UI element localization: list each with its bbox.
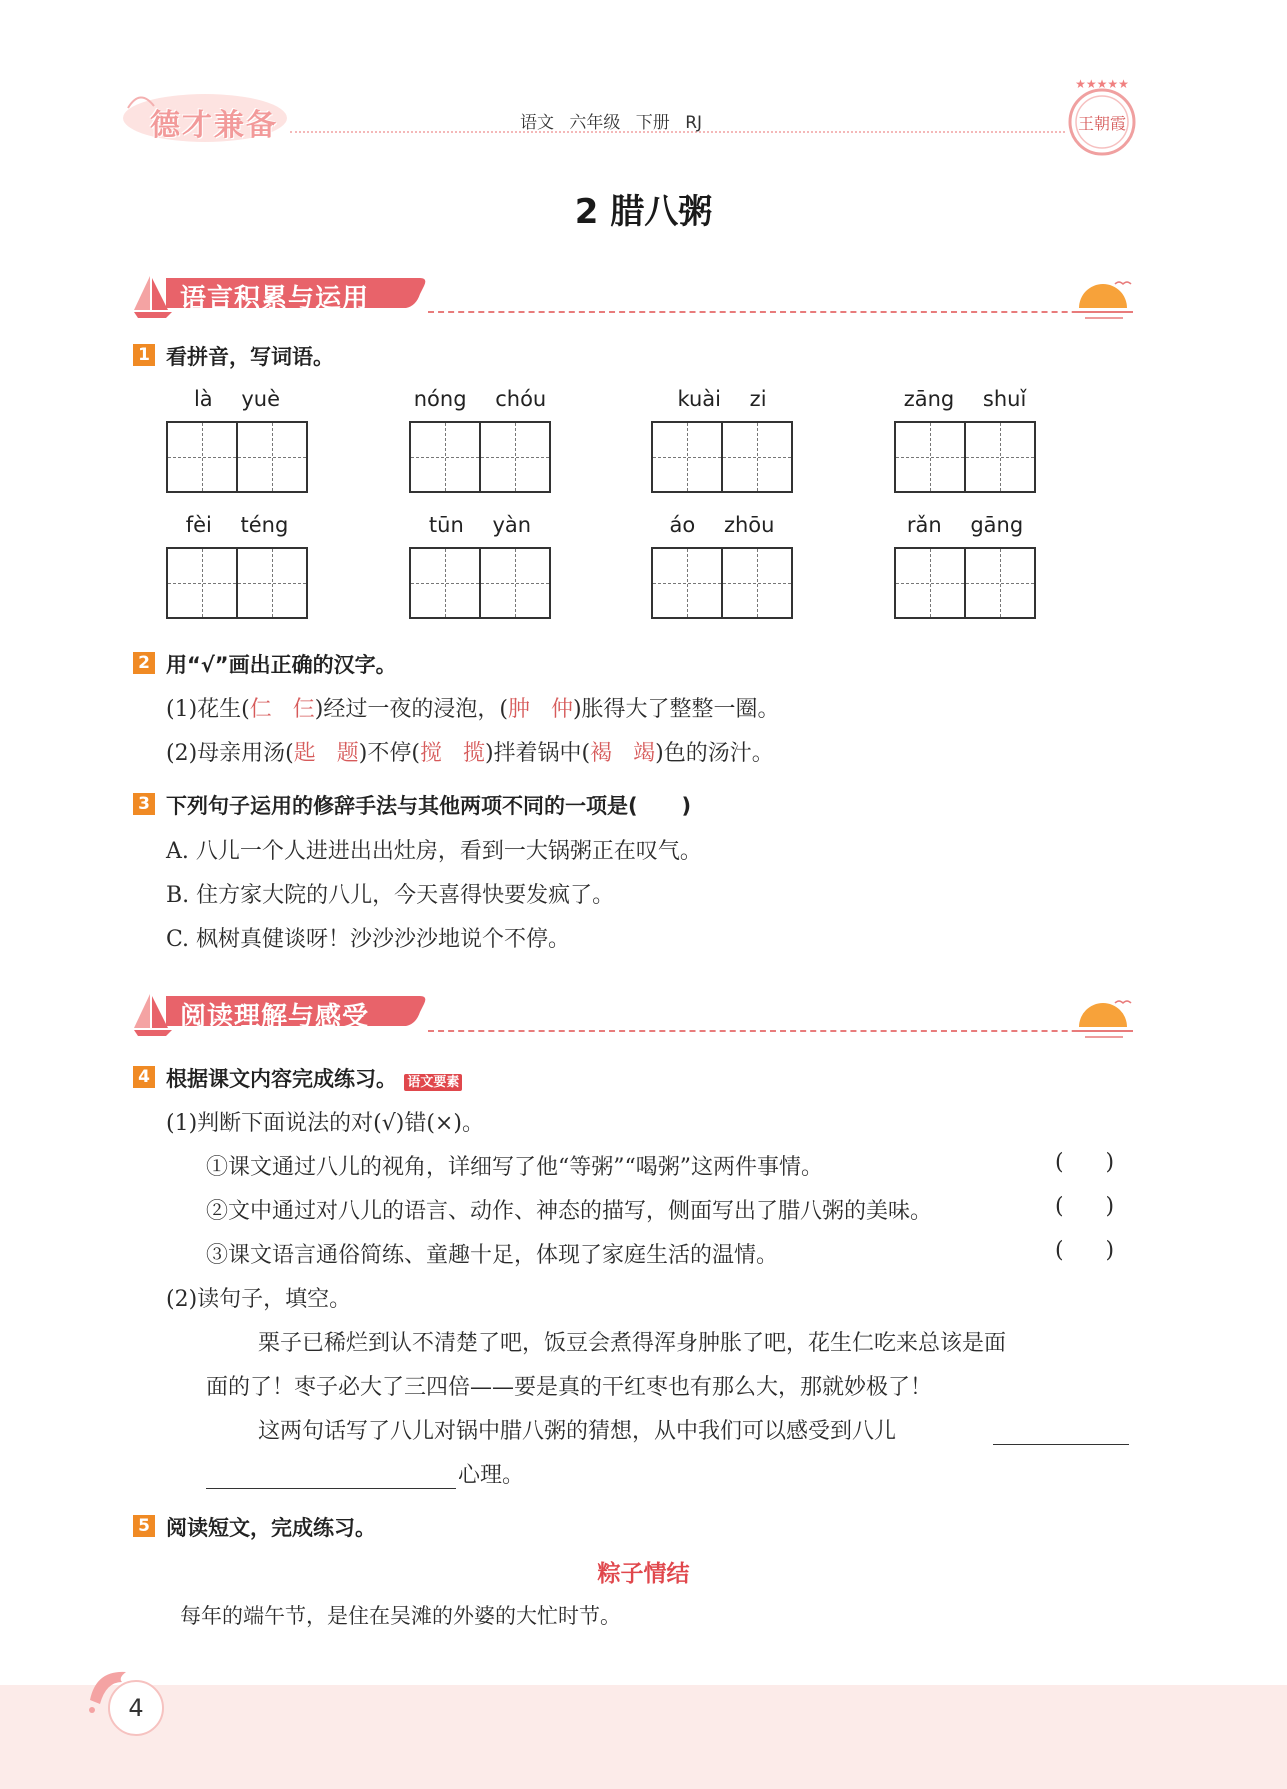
question-3-number: 3 (133, 793, 155, 815)
fill-blank-1[interactable] (993, 1418, 1129, 1445)
writing-grid-6[interactable] (409, 547, 551, 619)
section-1-divider (428, 311, 1128, 313)
author-seal-icon (1062, 76, 1142, 166)
question-1-prompt: 看拼音，写词语。 (166, 345, 334, 369)
writing-grid-3[interactable] (651, 421, 793, 493)
page-number: 4 (108, 1680, 164, 1736)
pinyin-2: nóng chóu (413, 387, 547, 411)
question-2-prompt: 用“√”画出正确的汉字。 (166, 653, 397, 677)
question-2-number: 2 (133, 652, 155, 674)
question-4-sub-1: (1)判断下面说法的对(√)错(×)。 (166, 1111, 484, 1136)
question-4-sub-2: (2)读句子，填空。 (166, 1287, 352, 1312)
pinyin-6: tūn yàn (428, 513, 532, 537)
question-3-option-a[interactable]: A. 八儿一个人进进出出灶房，看到一大锅粥正在叹气。 (166, 839, 702, 864)
section-title-1: 语言积累与运用 (180, 284, 370, 314)
choice-option[interactable]: 褐 (590, 741, 613, 766)
fill-sentence-end: 心理。 (458, 1463, 525, 1488)
article-title: 粽子情结 (597, 1561, 690, 1587)
choice-option[interactable]: 仨 (292, 697, 315, 722)
question-3-option-b[interactable]: B. 住方家大院的八儿，今天喜得快要发疯了。 (166, 883, 615, 908)
question-2-line-1: (1)花生(仁 仨)经过一夜的浸泡，(肿 仲)胀得大了整整一圈。 (166, 697, 780, 722)
question-5-number: 5 (133, 1515, 155, 1537)
brand-logo-text: 德才兼备 (150, 108, 278, 143)
statement-3: ③课文语言通俗简练、童趣十足，体现了家庭生活的温情。 (206, 1243, 779, 1268)
question-2-line-2: (2)母亲用汤(匙 题)不停(搅 揽)拌着锅中(褐 竭)色的汤汁。 (166, 741, 774, 766)
header-book-info: 语文 六年级 下册 RJ (520, 113, 703, 133)
choice-option[interactable]: 仁 (249, 697, 272, 722)
fill-blank-2[interactable] (206, 1462, 456, 1489)
question-4-prompt: 根据课文内容完成练习。 语文要素 (166, 1063, 462, 1093)
writing-grid-5[interactable] (166, 547, 308, 619)
statement-2: ②文中通过对八儿的语言、动作、神态的描写，侧面写出了腊八粥的美味。 (206, 1199, 933, 1224)
svg-text:★★★★★: ★★★★★ (1075, 77, 1129, 91)
writing-grid-2[interactable] (409, 421, 551, 493)
writing-grid-4[interactable] (894, 421, 1036, 493)
answer-paren-1[interactable]: ( ) (1055, 1150, 1115, 1175)
pinyin-4: zāng shuǐ (903, 387, 1027, 411)
question-3-option-c[interactable]: C. 枫树真健谈呀！沙沙沙沙地说个不停。 (166, 927, 571, 952)
question-1-number: 1 (133, 344, 155, 366)
choice-option[interactable]: 揽 (462, 741, 485, 766)
writing-grid-7[interactable] (651, 547, 793, 619)
choice-option[interactable]: 搅 (419, 741, 442, 766)
passage-line-1: 栗子已稀烂到认不清楚了吧，饭豆会煮得浑身肿胀了吧，花生仁吃来总该是面 (258, 1331, 1007, 1356)
language-element-tag: 语文要素 (404, 1074, 462, 1091)
section-2-divider (428, 1030, 1128, 1032)
question-3-prompt: 下列句子运用的修辞手法与其他两项不同的一项是( ) (166, 794, 692, 818)
sunset-icon (1075, 997, 1135, 1043)
question-4-number: 4 (133, 1066, 155, 1088)
page-title: 2 腊八粥 (574, 192, 713, 232)
pinyin-1: là yuè (193, 387, 281, 411)
sunset-icon (1075, 278, 1135, 324)
section-title-2: 阅读理解与感受 (180, 1002, 370, 1032)
article-first-line: 每年的端午节，是住在吴滩的外婆的大忙时节。 (180, 1604, 621, 1628)
writing-grid-8[interactable] (894, 547, 1036, 619)
choice-option[interactable]: 匙 (293, 741, 316, 766)
choice-option[interactable]: 肿 (507, 697, 530, 722)
answer-paren-3[interactable]: ( ) (1055, 1238, 1115, 1263)
question-5-prompt: 阅读短文，完成练习。 (166, 1516, 376, 1540)
footer-band (0, 1685, 1287, 1789)
seal-text: 王朝霞 (1077, 114, 1127, 133)
statement-1: ①课文通过八儿的视角，详细写了他“等粥”“喝粥”这两件事情。 (206, 1155, 823, 1180)
pinyin-7: áo zhōu (669, 513, 775, 537)
choice-option[interactable]: 竭 (633, 741, 656, 766)
choice-option[interactable]: 题 (336, 741, 359, 766)
pinyin-3: kuài zi (677, 387, 767, 411)
pinyin-8: rǎn gāng (906, 513, 1024, 537)
writing-grid-1[interactable] (166, 421, 308, 493)
pinyin-5: fèi téng (185, 513, 289, 537)
answer-paren-2[interactable]: ( ) (1055, 1194, 1115, 1219)
fill-sentence: 这两句话写了八儿对锅中腊八粥的猜想，从中我们可以感受到八儿 (258, 1419, 897, 1444)
choice-option[interactable]: 仲 (550, 697, 573, 722)
passage-line-2: 面的了！枣子必大了三四倍——要是真的干红枣也有那么大，那就妙极了！ (206, 1375, 933, 1400)
